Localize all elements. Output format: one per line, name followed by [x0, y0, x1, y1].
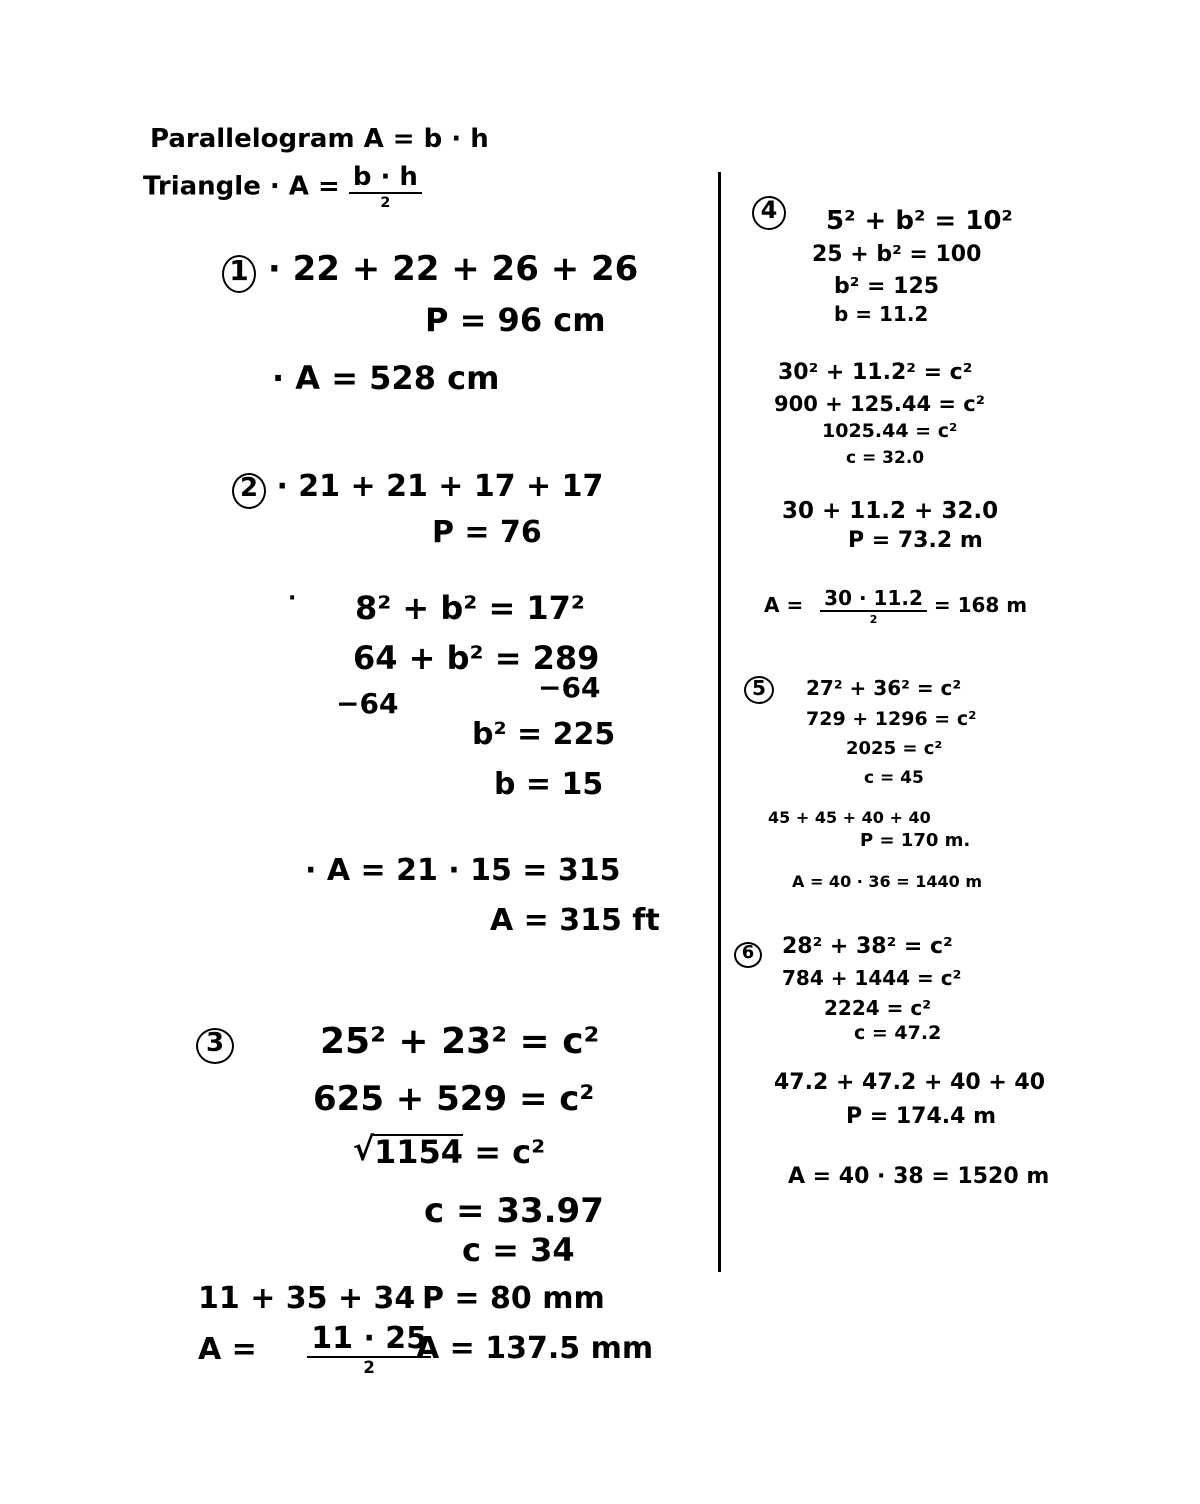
problem6-number-wrap — [734, 942, 762, 968]
problem1-perimeter-sum — [222, 249, 639, 293]
problem3-equation-1: 25² + 23² = c² — [320, 1021, 600, 1062]
problem6-equation-2: 784 + 1444 = c² — [782, 966, 962, 990]
problem3-number-wrap — [196, 1028, 234, 1064]
problem6-number: 6 — [734, 942, 762, 968]
problem3-equation-2: 625 + 529 = c² — [313, 1079, 595, 1119]
triangle-formula-label: Triangle · A = — [143, 171, 340, 202]
problem5-equation-3: 2025 = c² — [846, 738, 943, 759]
problem2-equation-1: 8² + b² = 17² — [355, 589, 585, 627]
problem4-equation-5: 30² + 11.2² = c² — [778, 360, 973, 385]
problem2-subtract-right: −64 — [538, 671, 601, 704]
problem4-equation-7: 1025.44 = c² — [822, 420, 958, 442]
problem3-perimeter-sum: 11 + 35 + 34 — [198, 1281, 416, 1316]
problem6-perimeter: P = 174.4 m — [846, 1104, 997, 1129]
problem2-equation-3: b² = 225 — [472, 717, 616, 752]
problem3-equation-5: c = 34 — [462, 1231, 575, 1269]
problem2-subtract-left: −64 — [336, 687, 399, 720]
problem5-perimeter: P = 170 m. — [860, 830, 971, 851]
problem3-radical: √ 1154 — [372, 1134, 463, 1168]
parallelogram-formula: Parallelogram A = b · h — [150, 124, 489, 154]
problem5-equation-4: c = 45 — [864, 768, 924, 788]
problem2-area-calc: · A = 21 · 15 = 315 — [305, 853, 621, 888]
problem3-equation-4: c = 33.97 — [424, 1191, 604, 1231]
problem3-area-fraction — [198, 1321, 431, 1377]
problem6-equation-1: 28² + 38² = c² — [782, 934, 953, 959]
problem4-area-label: A = — [764, 593, 804, 617]
problem3-fraction-denominator: 2 — [363, 1358, 375, 1377]
problem4-area-rest: = 168 m — [933, 593, 1028, 617]
problem4-equation-2: 25 + b² = 100 — [812, 242, 982, 267]
problem4-equation-3: b² = 125 — [834, 274, 940, 299]
problem3-fraction — [307, 1321, 431, 1377]
problem4-fraction — [820, 588, 927, 625]
problem4-perimeter-sum: 30 + 11.2 + 32.0 — [782, 498, 999, 524]
problem2-equation-4: b = 15 — [494, 767, 604, 802]
problem4-equation-8: c = 32.0 — [846, 448, 925, 468]
problem2-equation-2: 64 + b² = 289 — [353, 639, 600, 677]
problem2-sum-text: · 21 + 21 + 17 + 17 — [276, 469, 604, 504]
problem3-area-label: A = — [198, 1331, 257, 1367]
problem4-number: 4 — [752, 196, 786, 230]
problem5-perimeter-sum: 45 + 45 + 40 + 40 — [768, 808, 931, 827]
problem3-fraction-numerator: 11 · 25 — [307, 1324, 431, 1358]
problem2-number: 2 — [232, 473, 266, 509]
problem4-number-wrap — [752, 196, 786, 230]
problem3-area: A = 137.5 mm — [416, 1331, 654, 1366]
problem4-equation-6: 900 + 125.44 = c² — [774, 392, 985, 416]
triangle-fraction-numerator: b · h — [349, 164, 422, 194]
problem5-number: 5 — [744, 676, 774, 704]
problem6-perimeter-sum: 47.2 + 47.2 + 40 + 40 — [774, 1070, 1046, 1095]
problem1-perimeter: P = 96 cm — [425, 301, 606, 339]
problem2-area: A = 315 ft — [490, 903, 660, 938]
problem5-equation-1: 27² + 36² = c² — [806, 676, 962, 700]
column-divider — [718, 172, 721, 1272]
problem5-area: A = 40 · 36 = 1440 m — [792, 872, 982, 891]
problem3-equation-3 — [372, 1133, 546, 1171]
problem2-perimeter: P = 76 — [432, 515, 542, 550]
problem5-equation-2: 729 + 1296 = c² — [806, 708, 977, 730]
problem6-equation-3: 2224 = c² — [824, 996, 931, 1020]
problem1-number: 1 — [222, 255, 256, 293]
problem2-bullet: · — [288, 586, 297, 611]
problem1-area: · A = 528 cm — [272, 359, 500, 397]
triangle-fraction — [349, 164, 422, 210]
problem6-area: A = 40 · 38 = 1520 m — [788, 1164, 1050, 1189]
problem5-number-wrap — [744, 676, 774, 704]
problem6-equation-4: c = 47.2 — [854, 1022, 942, 1044]
triangle-fraction-denominator: 2 — [380, 195, 391, 211]
triangle-formula — [143, 164, 422, 210]
problem4-fraction-denominator: 2 — [869, 613, 878, 626]
problem3-perimeter: P = 80 mm — [422, 1281, 605, 1316]
problem4-perimeter: P = 73.2 m — [848, 528, 983, 553]
problem4-equation-1: 5² + b² = 10² — [826, 206, 1013, 236]
problem4-equation-4: b = 11.2 — [834, 302, 929, 326]
problem4-fraction-numerator: 30 · 11.2 — [820, 588, 927, 612]
problem3-equation-3-rest: = c² — [463, 1133, 546, 1171]
problem1-sum-text: · 22 + 22 + 26 + 26 — [267, 249, 639, 289]
problem3-number: 3 — [196, 1028, 234, 1064]
problem4-area — [764, 588, 1027, 625]
problem2-perimeter-sum — [232, 469, 604, 509]
